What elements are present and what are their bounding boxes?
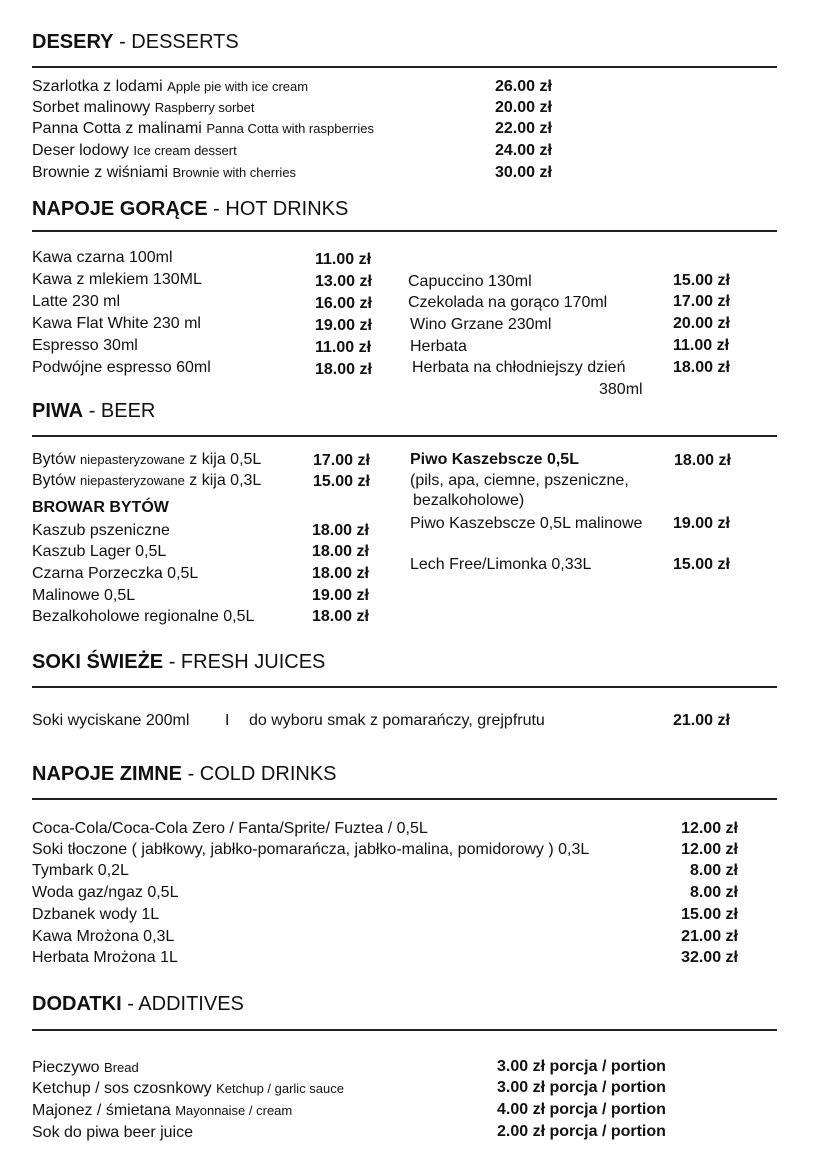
item-price: 12.00 zł [681,820,738,837]
item-name: Wino Grzane 230ml [410,316,552,333]
menu-item [32,164,296,182]
item-name: Coca-Cola/Coca-Cola Zero / Fanta/Sprite/ Fuztea / 0,5L [32,820,428,837]
additives-heading-pl: DODATKI [32,993,122,1015]
beer-heading-en: - BEER [88,400,156,422]
item-price: 15.00 zł [313,473,370,490]
item-price: 2.00 zł porcja / portion [497,1123,666,1140]
additives-heading [32,993,244,1016]
juices-divider [32,686,777,688]
item-name: Soki wyciskane 200ml [32,712,190,729]
item-name: Herbata Mrożona 1L [32,949,178,966]
item-note: niepasteryzowane [80,452,185,467]
additives-divider [32,1029,777,1031]
item-name: Piwo Kaszebscze 0,5L malinowe [410,515,643,532]
item-price: 18.00 zł [673,359,730,376]
item-translation: Ketchup / garlic sauce [216,1081,344,1096]
item-price: 18.00 zł [315,361,372,378]
item-price: 20.00 zł [673,315,730,332]
item-description: (pils, apa, ciemne, pszeniczne, [410,472,629,489]
item-name: Podwójne espresso 60ml [32,359,211,376]
item-price: 18.00 zł [674,452,731,469]
menu-item [32,451,261,469]
item-name: Dzbanek wody 1L [32,906,160,923]
item-price: 3.00 zł porcja / portion [497,1058,666,1075]
item-price: 12.00 zł [681,841,738,858]
item-name: Kawa Flat White 230 ml [32,315,201,332]
menu-item [32,1124,193,1142]
item-price: 19.00 zł [315,317,372,334]
item-price: 20.00 zł [495,99,552,116]
item-price: 18.00 zł [312,608,369,625]
beer-heading [32,400,155,423]
menu-item [32,142,237,160]
juices-heading-pl: SOKI ŚWIEŻE [32,651,164,673]
item-name: Woda gaz/ngaz 0,5L [32,884,179,901]
item-name: Kaszub Lager 0,5L [32,543,167,560]
item-description: do wyboru smak z pomarańczy, grejpfrutu [249,712,545,729]
menu-item [32,472,261,490]
item-name: Bytów [32,451,76,468]
item-name-continued: 380ml [599,381,643,398]
item-translation: Panna Cotta with raspberries [206,121,374,136]
item-note: niepasteryzowane [80,473,185,488]
hot-drinks-heading-en: - HOT DRINKS [213,198,349,220]
item-price: 4.00 zł porcja / portion [497,1101,666,1118]
item-translation: Ice cream dessert [133,143,237,158]
desserts-heading-pl: DESERY [32,31,114,53]
beer-heading-pl: PIWA [32,400,84,422]
item-price: 15.00 zł [681,906,738,923]
item-description: bezalkoholowe) [413,492,525,509]
item-price: 8.00 zł [689,862,738,879]
item-name: Kawa Mrożona 0,3L [32,928,175,945]
menu-item [32,99,254,117]
beer-divider [32,435,777,437]
item-price: 3.00 zł porcja / portion [497,1079,666,1096]
hot-drinks-divider [32,230,777,232]
item-price: 30.00 zł [495,164,552,181]
item-separator: I [225,712,230,729]
item-price: 17.00 zł [313,452,370,469]
item-price: 21.00 zł [681,928,738,945]
menu-item [32,1059,139,1077]
item-name: Herbata na chłodniejszy dzień [412,359,626,376]
item-price: 17.00 zł [673,293,730,310]
additives-heading-en: - ADDITIVES [127,993,244,1015]
item-translation: Mayonnaise / cream [175,1103,293,1118]
cold-drinks-heading [32,763,337,786]
item-translation: Apple pie with ice cream [167,79,309,94]
item-name: Herbata [410,338,467,355]
item-name: Bezalkoholowe regionalne 0,5L [32,608,255,625]
item-price: 18.00 zł [312,565,369,582]
item-translation: beer juice [123,1124,193,1141]
juices-heading-en: - FRESH JUICES [168,651,326,673]
item-price: 24.00 zł [495,142,552,159]
item-name: Bytów [32,472,76,489]
desserts-heading-en: - DESSERTS [119,31,239,53]
juices-heading [32,651,325,674]
item-price: 19.00 zł [673,515,730,532]
item-name: Kaszub pszeniczne [32,522,170,539]
menu-item [32,1080,344,1098]
item-name: Czarna Porzeczka 0,5L [32,565,199,582]
item-price: 18.00 zł [312,522,369,539]
item-price: 26.00 zł [495,78,552,95]
item-price: 13.00 zł [315,273,372,290]
item-price: 11.00 zł [673,337,730,354]
item-name: Szarlotka z lodami [32,78,163,95]
item-name: Kawa z mlekiem 130ML [32,271,202,288]
item-translation: Brownie with cherries [172,165,297,180]
item-name: Kawa czarna 100ml [32,249,173,266]
hot-drinks-heading-pl: NAPOJE GORĄCE [32,198,208,220]
menu-item [32,78,308,96]
item-name: Deser lodowy [32,142,129,159]
item-price: 11.00 zł [315,251,372,268]
item-name: Brownie z wiśniami [32,164,169,181]
item-name: Espresso 30ml [32,337,138,354]
item-size: z kija 0,3L [189,472,262,489]
cold-drinks-divider [32,798,777,800]
item-name: Panna Cotta z malinami [32,120,202,137]
cold-drinks-heading-pl: NAPOJE ZIMNE [32,763,183,785]
item-translation: Bread [104,1060,139,1075]
item-price: 15.00 zł [673,272,730,289]
item-name: Soki tłoczone ( jabłkowy, jabłko-pomarańcza, jabłko-malina, pomidorowy ) 0,3L [32,841,590,858]
hot-drinks-heading [32,198,348,221]
desserts-divider [32,66,777,68]
item-name: Ketchup / sos czosnkowy [32,1080,212,1097]
item-name: Pieczywo [32,1059,100,1076]
brewery-subheading: BROWAR BYTÓW [32,499,169,516]
item-size: z kija 0,5L [189,451,262,468]
item-price: 8.00 zł [689,884,738,901]
menu-item [32,1102,292,1120]
cold-drinks-heading-en: - COLD DRINKS [187,763,337,785]
item-price: 11.00 zł [315,339,372,356]
item-name: Czekolada na gorąco 170ml [408,294,608,311]
item-name: Tymbark 0,2L [32,862,129,879]
menu-item [32,120,374,138]
item-price: 21.00 zł [673,712,730,729]
item-price: 16.00 zł [315,295,372,312]
item-price: 22.00 zł [495,120,552,137]
item-name: Piwo Kaszebscze 0,5L [410,451,579,468]
item-price: 32.00 zł [681,949,738,966]
item-price: 19.00 zł [312,587,369,604]
item-name: Latte 230 ml [32,293,121,310]
desserts-heading [32,31,239,54]
item-name: Majonez / śmietana [32,1102,171,1119]
item-name: Sok do piwa [32,1124,120,1141]
item-name: Lech Free/Limonka 0,33L [410,556,592,573]
item-price: 18.00 zł [312,543,369,560]
item-name: Sorbet malinowy [32,99,151,116]
item-name: Capuccino 130ml [408,273,532,290]
item-translation: Raspberry sorbet [154,100,255,115]
item-name: Malinowe 0,5L [32,587,136,604]
item-price: 15.00 zł [673,556,730,573]
